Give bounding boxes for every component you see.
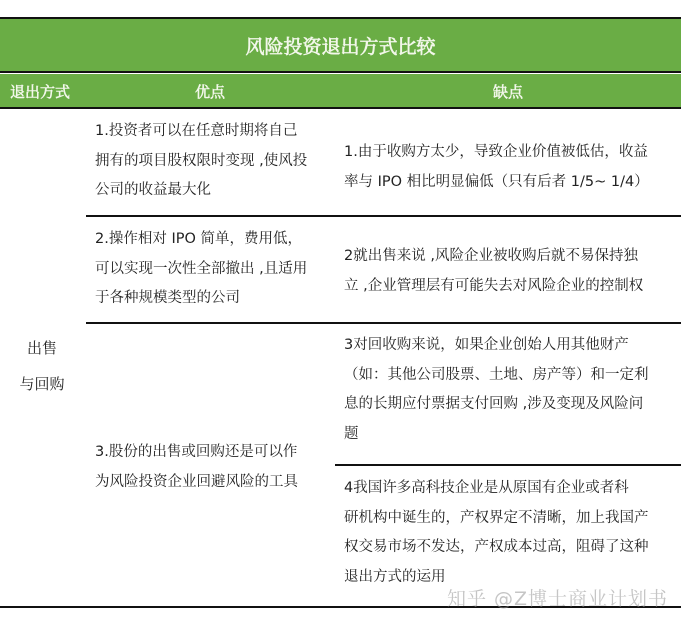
column-header-disadvantages: 缺点	[493, 82, 524, 101]
table-title: 风险投资退出方式比较	[245, 35, 436, 58]
advantage-item-1: 1.投资者可以在任意时期将自己 拥有的项目股权限时变现 ,使风投 公司的收益最大化	[95, 123, 308, 198]
disadvantage-item-4: 4我国许多高科技企业是从原国有企业或者科 研机构中诞生的，产权界定不清晰，加上我国产 权交易市场不发达，产权成本过高，阻碍了这种 退出方式的运用	[344, 480, 649, 585]
disadvantage-item-2: 2就出售来说 ,风险企业被收购后就不易保持独 立 ,企业管理层有可能失去对风险企业的控制权	[344, 248, 644, 294]
method-label-line1: 出售	[26, 339, 57, 357]
advantage-row-rule-1	[86, 215, 681, 217]
advantage-row-rule-2	[86, 322, 681, 324]
method-cell	[16, 330, 68, 402]
advantage-item-3: 3.股份的出售或回购还是可以作 为风险投资企业回避风险的工具	[95, 444, 298, 490]
disadvantage-item-3: 3对回收购来说，如果企业创始人用其他财产 （如：其他公司股票、土地、房产等）和一定利 息的长期应付票据支付回购 ,涉及变现及风险问 题	[344, 337, 649, 442]
disadvantage-item-1: 1.由于收购方太少，导致企业价值被低估，收益 率与 IPO 相比明显偏低（只有后者 1/5~ 1/4）	[344, 144, 649, 190]
column-header-band	[0, 74, 681, 107]
column-header-advantages: 优点	[195, 82, 226, 101]
column-header-method: 退出方式	[10, 82, 71, 101]
disadvantage-row-rule-3	[335, 464, 681, 466]
header-bottom-rule	[0, 107, 681, 109]
method-label-line2: 与回购	[19, 375, 65, 393]
title-separator-rule	[0, 71, 681, 73]
watermark-text: 知乎 @Z博士商业计划书	[447, 588, 669, 610]
advantage-item-2: 2.操作相对 IPO 简单，费用低， 可以实现一次性全部撤出 ,且适用 于各种规模类型的公司	[95, 231, 308, 306]
